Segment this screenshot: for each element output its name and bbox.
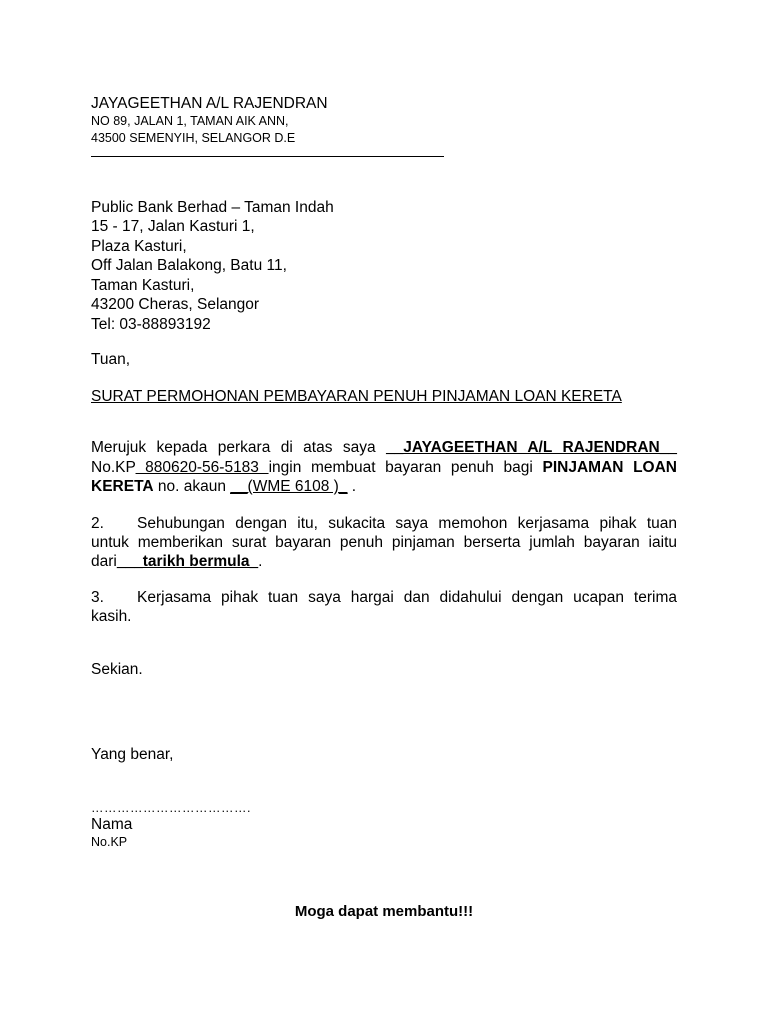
subject-line: SURAT PERMOHONAN PEMBAYARAN PENUH PINJAMAN LOAN KERETA	[91, 388, 622, 405]
sender-name: JAYAGEETHAN A/L RAJENDRAN	[91, 95, 328, 112]
signature-name-label: Nama	[91, 816, 133, 833]
para2-text2: .	[258, 553, 263, 570]
loan-type-2: KERETA	[91, 478, 154, 495]
applicant-name-field: __JAYAGEETHAN A/L RAJENDRAN__	[386, 439, 677, 456]
para2-line1	[91, 514, 677, 534]
closing: Sekian.	[91, 661, 143, 678]
footer-note: Moga dapat membantu!!!	[294, 903, 474, 920]
sender-divider	[91, 156, 444, 157]
signature-line: ……………………………….	[91, 801, 251, 815]
para2-text1: dari	[91, 553, 117, 570]
recipient-line1: Public Bank Berhad – Taman Indah	[91, 199, 334, 216]
para1-line2	[91, 458, 677, 478]
para3-number: 3. Kerjasama pihak tuan saya hargai dan didahului dengan ucapan terima	[91, 589, 677, 606]
para1-text2: No.KP 880620-56-5183 ingin membuat bayaran penuh bagi	[91, 459, 533, 476]
para2-number: 2. Sehubungan dengan itu, sukacita saya memohon kerjasama pihak tuan	[91, 515, 677, 532]
recipient-line7: Tel: 03-88893192	[91, 316, 211, 333]
sender-address-line1: NO 89, JALAN 1, TAMAN AIK ANN,	[91, 114, 289, 128]
para1-text1: Merujuk kepada perkara di atas saya	[91, 439, 376, 456]
start-date-field: ___tarikh bermula_	[116, 553, 259, 570]
recipient-line2: 15 - 17, Jalan Kasturi 1,	[91, 218, 255, 235]
para2-line2: untuk memberikan surat bayaran penuh pinjaman berserta jumlah bayaran iaitu	[91, 534, 677, 551]
salutation: Tuan,	[91, 351, 131, 368]
recipient-line6: 43200 Cheras, Selangor	[91, 296, 260, 313]
sender-address-line2: 43500 SEMENYIH, SELANGOR D.E	[91, 131, 296, 145]
para2-line3	[91, 552, 677, 572]
recipient-line3: Plaza Kasturi,	[91, 238, 187, 255]
para1-text5: .	[351, 478, 357, 495]
para1-line3	[91, 477, 677, 497]
para1-text4: no. akaun	[157, 478, 226, 495]
account-number-field: __(WME 6108 )_	[230, 478, 348, 495]
recipient-line4: Off Jalan Balakong, Batu 11,	[91, 257, 287, 274]
loan-type-1: PINJAMAN LOAN	[542, 459, 677, 476]
signature-kp-label: No.KP	[91, 835, 128, 849]
para1-line1	[91, 438, 677, 458]
signoff: Yang benar,	[91, 746, 174, 763]
kp-number-field: 880620-56-5183	[135, 459, 269, 476]
para3-line1	[91, 588, 677, 608]
para3-line2: kasih.	[91, 608, 132, 625]
recipient-line5: Taman Kasturi,	[91, 277, 195, 294]
